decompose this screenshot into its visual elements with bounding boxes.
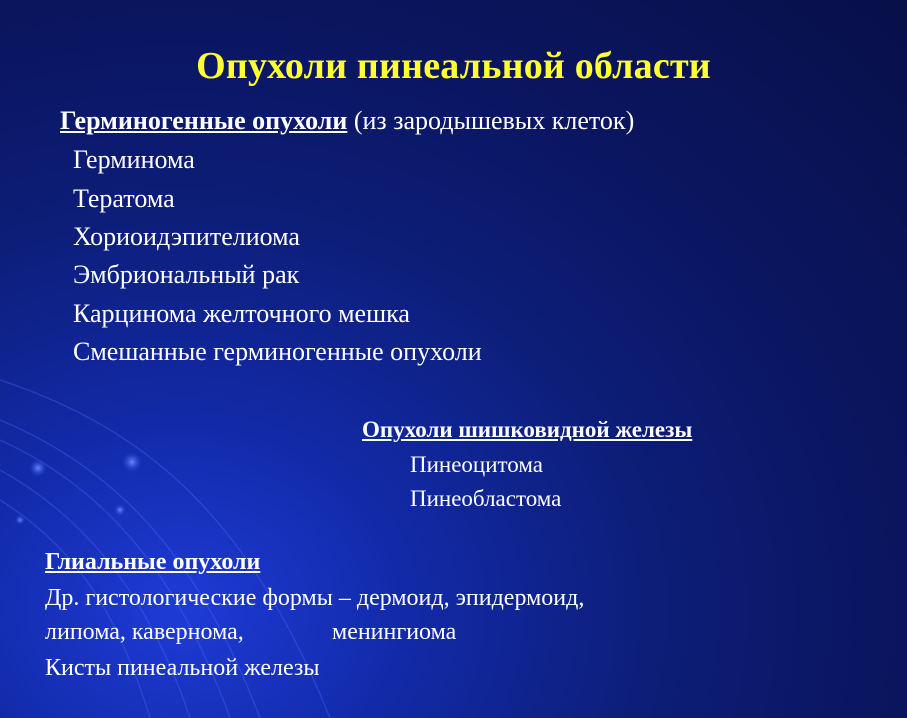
pineal-heading: Опухоли шишковидной железы (362, 417, 693, 442)
germ-item: Смешанные герминогенные опухоли (73, 337, 482, 366)
glial-line-2b: менингиома (332, 619, 457, 645)
glial-heading: Глиальные опухоли (45, 549, 261, 575)
germ-heading: Герминогенные опухоли (60, 106, 348, 135)
glial-line-1: Др. гистологические формы – дермоид, эпидермоид, (45, 585, 585, 611)
germ-heading-line (60, 106, 634, 136)
pineal-item: Пинеоцитома (410, 452, 543, 477)
germ-item: Тератома (73, 184, 175, 213)
glial-line-3: Кисты пинеальной железы (45, 655, 320, 681)
germ-item: Карцинома желточного мешка (73, 299, 410, 328)
germ-item: Герминома (73, 145, 195, 174)
slide-title: Опухоли пинеальной области (196, 45, 711, 87)
pineal-item: Пинеобластома (410, 486, 562, 511)
glial-line-2a: липома, кавернома, (45, 619, 244, 645)
germ-note: (из зародышевых клеток) (347, 106, 635, 135)
germ-item: Хориоидэпителиома (73, 222, 300, 251)
germ-item: Эмбриональный рак (73, 260, 300, 289)
